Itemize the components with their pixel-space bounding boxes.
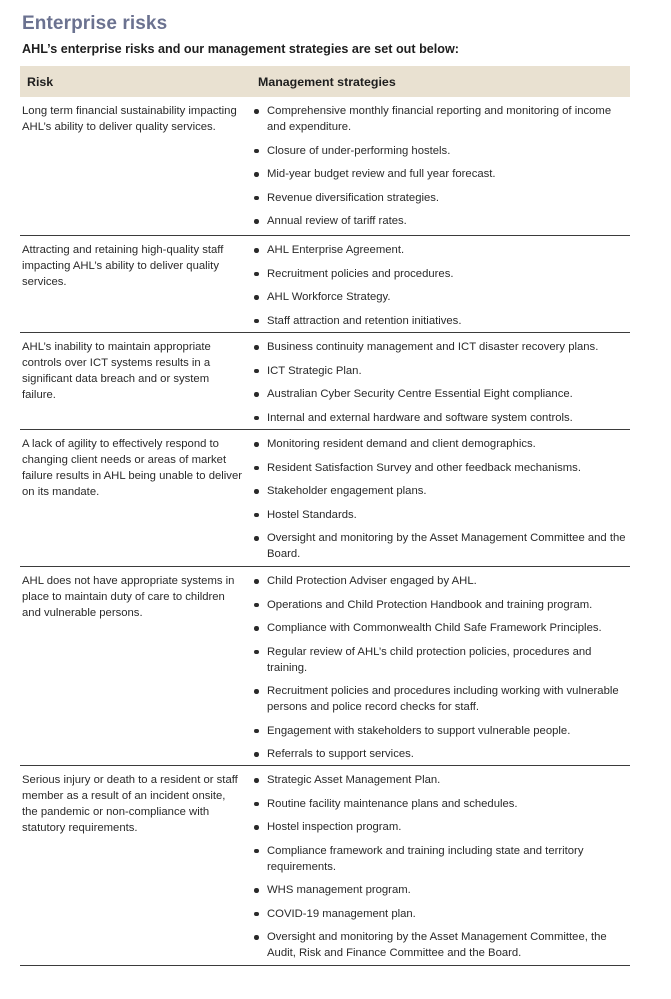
list-item: Closure of under-performing hostels. <box>254 143 630 159</box>
risk-cell: Attracting and retaining high-quality staff impacting AHL’s ability to deliver quality services. <box>22 244 224 288</box>
strategies-list <box>242 333 630 429</box>
header-management-strategies: Management strategies <box>258 74 396 89</box>
list-item: Australian Cyber Security Centre Essential Eight compliance. <box>254 386 630 402</box>
list-item: AHL Enterprise Agreement. <box>254 242 630 258</box>
risk-cell: A lack of agility to effectively respond to changing client needs or areas of market failure results in AHL being unable to deliver on its mandate. <box>22 438 243 498</box>
list-item: Business continuity management and ICT disaster recovery plans. <box>254 339 630 355</box>
list-item: Internal and external hardware and software system controls. <box>254 410 630 426</box>
table-row <box>20 333 630 430</box>
strategies-list <box>242 236 630 332</box>
list-item: COVID-19 management plan. <box>254 906 630 922</box>
list-item: Recruitment policies and procedures. <box>254 266 630 282</box>
page-title: Enterprise risks <box>22 13 168 34</box>
list-item: Hostel Standards. <box>254 507 630 523</box>
table-row <box>20 430 630 567</box>
strategies-list <box>242 430 630 566</box>
list-item: ICT Strategic Plan. <box>254 363 630 379</box>
list-item: Staff attraction and retention initiatives. <box>254 313 630 329</box>
list-item: Recruitment policies and procedures including working with vulnerable persons and police record checks for staff. <box>254 683 630 715</box>
list-item: WHS management program. <box>254 882 630 898</box>
list-item: Operations and Child Protection Handbook and training program. <box>254 597 630 613</box>
list-item: Referrals to support services. <box>254 746 630 762</box>
table-row <box>20 236 630 333</box>
list-item: Strategic Asset Management Plan. <box>254 772 630 788</box>
list-item: Oversight and monitoring by the Asset Management Committee and the Board. <box>254 530 630 562</box>
list-item: Revenue diversification strategies. <box>254 190 630 206</box>
list-item: Engagement with stakeholders to support vulnerable people. <box>254 723 630 739</box>
list-item: Annual review of tariff rates. <box>254 213 630 229</box>
risk-table <box>20 66 630 966</box>
strategies-list <box>242 97 630 235</box>
risk-cell: Long term financial sustainability impacting AHL’s ability to deliver quality services. <box>22 105 237 133</box>
list-item: Monitoring resident demand and client demographics. <box>254 436 630 452</box>
table-row <box>20 97 630 236</box>
table-row <box>20 567 630 766</box>
list-item: Resident Satisfaction Survey and other feedback mechanisms. <box>254 460 630 476</box>
list-item: Stakeholder engagement plans. <box>254 483 630 499</box>
list-item: Compliance framework and training including state and territory requirements. <box>254 843 630 875</box>
risk-cell: AHL’s inability to maintain appropriate controls over ICT systems results in a significant data breach and or system failure. <box>22 341 211 401</box>
header-risk: Risk <box>27 74 54 89</box>
list-item: Child Protection Adviser engaged by AHL. <box>254 573 630 589</box>
strategies-list <box>242 766 630 965</box>
intro-text: AHL’s enterprise risks and our management strategies are set out below: <box>22 42 459 56</box>
risk-cell: Serious injury or death to a resident or staff member as a result of an incident onsite, the pandemic or non-compliance with statutory requirements. <box>22 774 238 834</box>
list-item: Hostel inspection program. <box>254 819 630 835</box>
strategies-list <box>242 567 630 765</box>
list-item: Regular review of AHL’s child protection policies, procedures and training. <box>254 644 630 676</box>
list-item: Oversight and monitoring by the Asset Management Committee, the Audit, Risk and Finance Committee and the Board. <box>254 929 630 961</box>
risk-cell: AHL does not have appropriate systems in place to maintain duty of care to children and vulnerable persons. <box>22 575 235 619</box>
table-row <box>20 766 630 966</box>
list-item: Routine facility maintenance plans and schedules. <box>254 796 630 812</box>
list-item: Compliance with Commonwealth Child Safe Framework Principles. <box>254 620 630 636</box>
table-header <box>20 66 630 97</box>
list-item: Mid-year budget review and full year forecast. <box>254 166 630 182</box>
list-item: Comprehensive monthly financial reporting and monitoring of income and expenditure. <box>254 103 630 135</box>
list-item: AHL Workforce Strategy. <box>254 289 630 305</box>
